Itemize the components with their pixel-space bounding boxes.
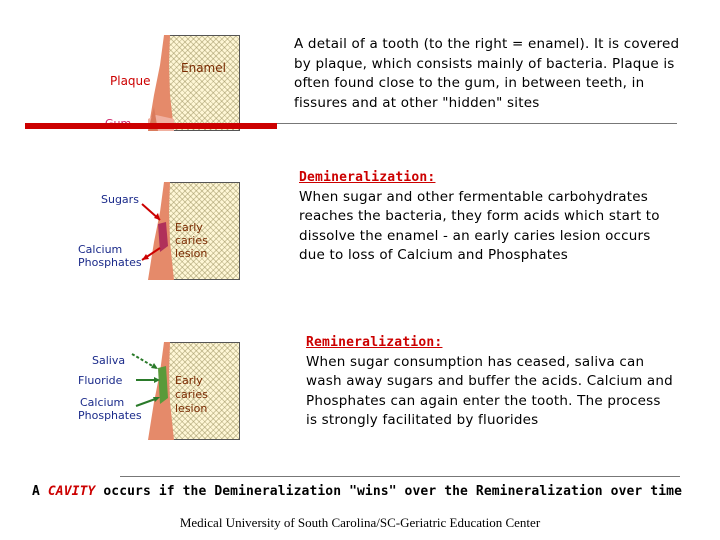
plaque-diagram: [78, 35, 240, 131]
figure2-text: [299, 168, 679, 266]
summary-rule: [120, 476, 680, 477]
figure3-description: When sugar consumption has ceased, saliva can wash away sugars and buffer the acids. Calcium and Phosphates can again enter the tooth. The process is strongly facilitated by fluorides: [306, 353, 673, 428]
summary-line: [32, 484, 692, 499]
demineralization-heading: Demineralization:: [299, 170, 436, 185]
label-caries: caries: [175, 234, 208, 247]
label-calcium: Calcium: [78, 243, 123, 256]
label-lesion: lesion: [175, 247, 208, 260]
label-saliva: Saliva: [92, 354, 126, 367]
label-enamel: Enamel: [181, 61, 226, 75]
label-fluoride: Fluoride: [78, 374, 123, 387]
label-lesion: lesion: [175, 402, 208, 415]
label-caries: caries: [175, 388, 208, 401]
divider-line: [277, 123, 677, 124]
cavity-word: CAVITY: [47, 484, 96, 499]
footer-credit: Medical University of South Carolina/SC-Geriatric Education Center: [179, 515, 541, 530]
label-plaque: Plaque: [110, 74, 151, 88]
label-calcium: Calcium: [80, 396, 125, 409]
label-phosphates: Phosphates: [78, 409, 142, 422]
label-phosphates: Phosphates: [78, 256, 142, 269]
figure1-description: A detail of a tooth (to the right = enamel). It is covered by plaque, which consists mainly of bacteria. Plaque is often found close to the gum, in between teeth, in fissures and at other "hidden" sites: [294, 36, 680, 111]
figure-demineralization: [76, 182, 240, 280]
figure-remineralization: [76, 342, 240, 440]
figure2-description: When sugar and other fermentable carbohydrates reaches the bacteria, they form acids which start to dissolve the enamel - an early caries lesion occurs due to loss of Calcium and Phosphates: [299, 188, 660, 263]
label-early: Early: [175, 221, 203, 234]
label-sugars: Sugars: [101, 193, 139, 206]
summary-suffix: occurs if the Demineralization "wins" over the Remineralization over time: [95, 484, 682, 499]
figure-plaque: [78, 35, 240, 131]
figure3-text: [306, 333, 676, 431]
red-accent-bar: [25, 123, 277, 129]
label-early: Early: [175, 374, 203, 387]
summary-prefix: A: [32, 484, 48, 499]
remineralization-heading: Remineralization:: [306, 335, 443, 350]
